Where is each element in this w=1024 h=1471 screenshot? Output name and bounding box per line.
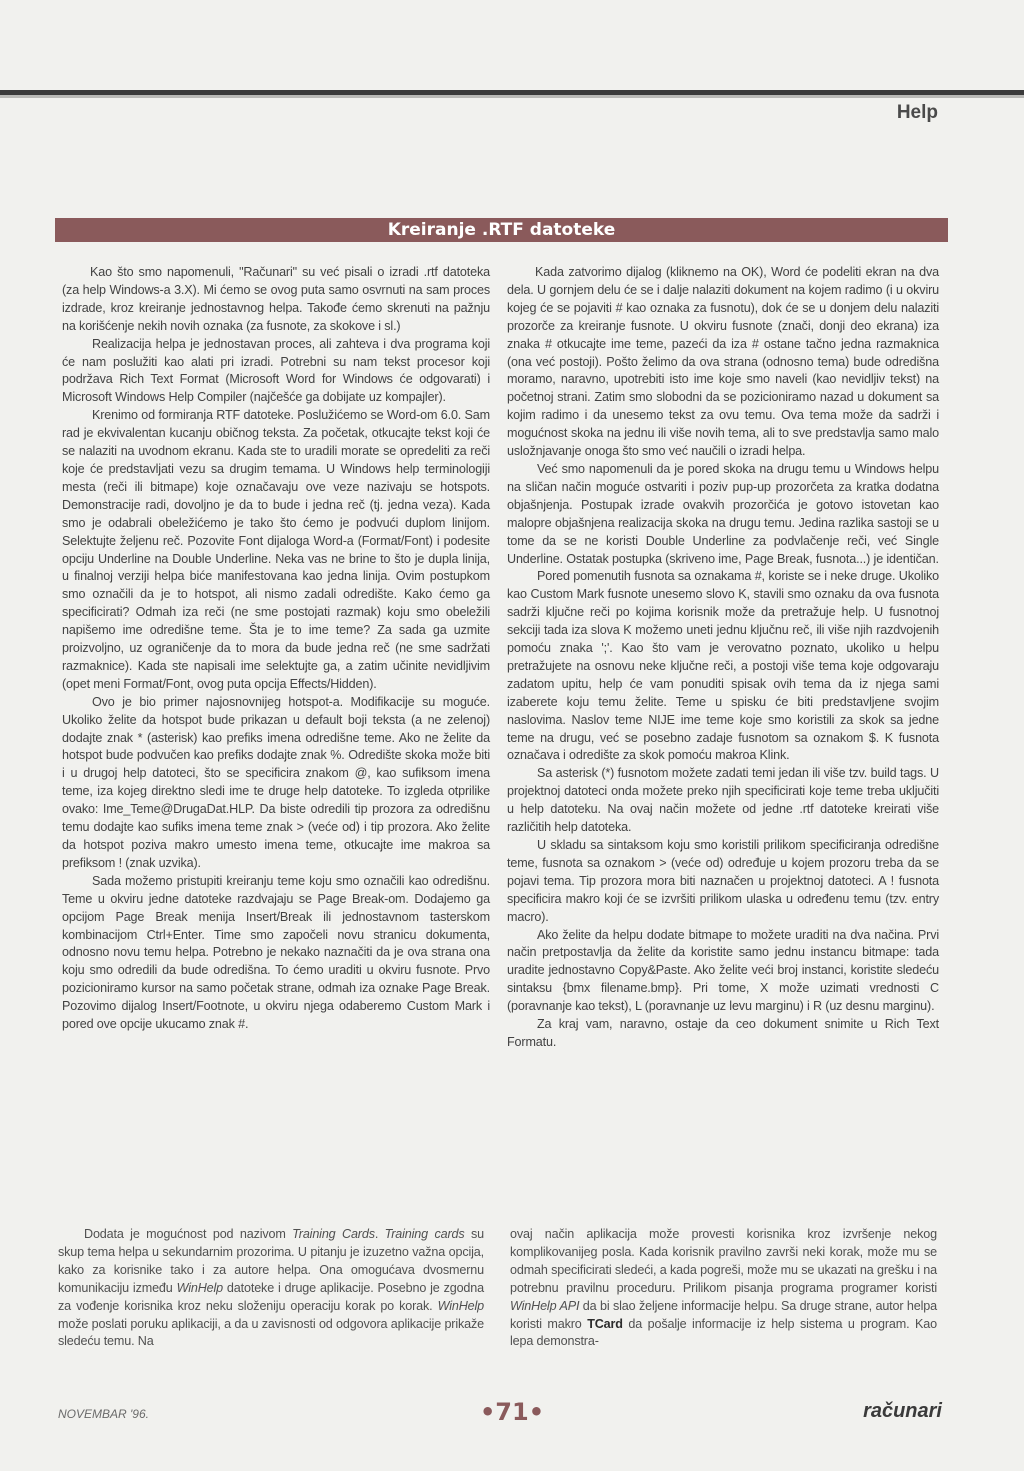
paragraph: Za kraj vam, naravno, ostaje da ceo dokument snimite u Rich Text Formatu. — [507, 1017, 939, 1049]
continuation-column-left — [58, 1226, 484, 1351]
magazine-logo: računari — [863, 1400, 942, 1422]
text-run: može poslati poruku aplikaciji, a da u zavisnosti od odgovora aplikacije prikaže sledeću temu. Na — [58, 1316, 484, 1349]
text-run: da pošalje informacije iz help sistema u program. Kao lepa demonstra- — [510, 1316, 937, 1349]
continuation-column-right — [510, 1226, 937, 1351]
article-column-right — [507, 264, 939, 1052]
paragraph: Realizacija helpa je jednostavan proces, ali zahteva i dva programa koji će nam poslužiti kao alati pri izradi. Potrebni su nam tekst procesor koji podržava Rich Text Format (Microsoft Word for Windows će odgovarati) i Microsoft Windows Help Compiler (najčešće ga dobijate uz kompajler). — [62, 336, 490, 405]
emphasis: WinHelp — [176, 1280, 223, 1295]
paragraph: Sada možemo pristupiti kreiranju teme koju smo označili kao odredišnu. Teme u okviru jedne datoteke razdvajaju se Page Break-om. Dodajemo ga opcijom Page Break menija Insert/Break ili jednostavnom tasterskom kombinacijom Ctrl+Enter. Time smo započeli novu stranicu dokumenta, odnosno novu temu helpa. Potrebno je nekako naznačiti da je ova strana ona koju smo odredili da bude odredišna. To ćemo uraditi u okviru fusnote. Prvo pozicioniramo kursor na samo početak strane, odmah iza oznake Page Break. Pozovimo dijalog Insert/Footnote, u okviru njega odaberemo Custom Mark i pored ove opcije ukucamo znak #. — [62, 873, 490, 1032]
issue-date: NOVEMBAR '96. — [58, 1407, 149, 1421]
paragraph: Kao što smo napomenuli, "Računari" su već pisali o izradi .rtf datoteka (za help Windows-a 3.X). Mi ćemo se ovog puta samo osvrnuti na sam proces izdrade, kroz kreiranje jednostavnog helpa. Takođe ćemo skrenuti na pažnju na korišćenje nekih novih oznaka (za fusnote, za skokove i sl.) — [62, 265, 490, 333]
section-label: Help — [896, 102, 938, 123]
paragraph: Kada zatvorimo dijalog (kliknemo na OK), Word će podeliti ekran na dva dela. U gornjem delu će se i dalje nalaziti dokument na kojem radimo (i u okviru kojeg će se pojaviti # kao oznaka za fusnotu), dok će se u donjem delu nalaziti prozorče za kreiranje fusnote. U okviru fusnote (znači, donji deo ekrana) iza znaka # otkucajte ime teme, pazeći da iza # ostane tačno jedna razmaknica (ona već postoji). Pošto želimo da ova strana (odnosno tema) bude odredišna moramo, naravno, upotrebiti isto ime koje smo naveli (kao nevidljiv tekst) na početnoj strani. Zatim smo slobodni da se pozicioniramo nazad u dokument sa kojim radimo i da unesemo tekst za ovu temu. Ova tema može da sadrži i mogućnost skoka na jednu ili više novih tema, ali to sve predstavlja samo malo usložnjavanje onoga što smo već naučili o izradi helpa. — [507, 265, 939, 459]
article-column-left — [62, 264, 490, 1034]
article-title-bar — [55, 218, 948, 242]
text-run: . — [374, 1227, 385, 1241]
text-run: ovaj način aplikacija može provesti korisnika kroz izvršenje nekog komplikovanijeg posla. Kada korisnik pravilno završi neki korak, može mu se odmah specificirati sledeći, a kada pogreši, može mu se ukazati na grešku i na potrebnu pravilnu proceduru. Prilikom pisanja programa programer koristi — [510, 1227, 937, 1295]
paragraph: Ovo je bio primer najosnovnijeg hotspot-a. Modifikacije su moguće. Ukoliko želite da hotspot bude prikazan u default boji teksta (a ne zelenoj) dodajte znak * (asterisk) kao prefiks imena odredišne teme. Ako ne želite da hotspot bude podvučen kao prefiks dodajte znak %. Odredište skoka može biti i u drugoj help datoteci, što se specificira znakom @, kao sufiksom imena teme, iza kojeg direktno sledi ime te druge help datoteke. To izgleda otprilike ovako: Ime_Teme@DrugaDat.HLP. Da biste odredili tip prozora za odredišnu temu dodajte kao sufiks imena teme znak > (veće od) i tip prozora. Ako želite da hotspot poziva makro umesto imena teme, otkucajte ime makroa sa prefiksom ! (znak uzvika). — [62, 694, 490, 870]
emphasis: Training cards — [384, 1227, 465, 1241]
emphasis: Training Cards — [292, 1227, 375, 1241]
text-run: Dodata je mogućnost pod nazivom — [84, 1227, 293, 1241]
page-number: •71• — [479, 1398, 545, 1426]
text-run: su skup tema helpa u sekundarnim prozorima. U pitanju je izuzetno važna opcija, kako za korisnike tako i za autore helpa. Ona omogućava dvosmernu komunikaciju između — [58, 1227, 484, 1295]
paragraph: Već smo napomenuli da je pored skoka na drugu temu u Windows helpu na sličan način moguće ostvariti i poziv pup-up prozorčeta za kratka dodatna objašnjenja. Postupak izrade ovakvih prozorčića je gotovo istovetan kao malopre objašnjena realizacija skoka na drugu temu. Jedina razlika sastoji se u tome da se ne koristi Double Underline za podvlačenje reči, već Single Underline. Ostatak postupka (skriveno ime, Page Break, fusnota...) je identičan. — [507, 461, 939, 566]
article-title: Kreiranje .RTF datoteke — [387, 220, 616, 240]
paragraph: Krenimo od formiranja RTF datoteke. Poslužićemo se Word-om 6.0. Sam rad je ekvivalentan kucanju običnog teksta. Za početak, otkucajte tekst koji će se nalaziti na uvodnom ekranu. Kada ste to uradili morate se opredeliti za reči koje će predstavljati vezu sa drugim temama. U Windows help terminologiji mesta (reči ili bitmape) koje označavaju ove veze nazivaju se hotspots. Demonstracije radi, dovoljno je da to bude i jedna reč (tj. jedna veza). Kada smo je odabrali obeležićemo je tako što ćemo je podvući duplom linijom. Selektujte željenu reč. Pozovite Font dijaloga Word-a (Format/Font) i podesite opciju Underline na Double Underline. Neka vas ne brine to što je dupla linija, u finalnoj verziji helpa biće manifestovana kao jedna linija. Ovim postupkom smo označili da je to hotspot, ali nismo zadali odredište. Kako ćemo ga specificirati? Odmah iza reči (ne sme postojati razmak) koju smo obeležili napišemo ime odredišne teme. Šta je to ime teme? Za sada ga uzmite proizvoljno, uz ograničenje da to mora da bude jedna reč (ne sme sadržati razmaknice). Kada ste napisali ime selektujte ga, a zatim učinite nevidljivim (opet meni Format/Font, ovog puta opcija Effects/Hidden). — [62, 408, 490, 691]
emphasis: WinHelp API — [510, 1298, 580, 1313]
paragraph: Sa asterisk (*) fusnotom možete zadati temi jedan ili više tzv. build tags. U projektnoj datoteci onda možete preko njih specificirati koje teme treba uključiti u help datoteku. Na ovaj način možete od jedne .rtf datoteke kreirati više različitih help datoteka. — [507, 766, 939, 835]
paragraph: U skladu sa sintaksom koju smo koristili prilikom specificiranja odredišne teme, fusnota sa oznakom > (veće od) određuje u kojem prozoru treba da se pojavi tema. Tip prozora mora biti naznačen u projektnoj datoteci. A ! fusnota specificira makro koji će se izvršiti prilikom ulaska u određenu temu (tzv. entry macro). — [507, 838, 939, 924]
text-run: datoteke i druge aplikacije. Posebno je zgodna za vođenje korisnika kroz neku složeniju operaciju korak po korak. — [58, 1280, 484, 1313]
paragraph: Pored pomenutih fusnota sa oznakama #, koriste se i neke druge. Ukoliko kao Custom Mark fusnote unesemo slovo K, stavili smo oznaku da ova fusnota sadrži ključne reči po kojima korisnik može da pretražuje help. U fusnotnoj sekciji tada iza slova K možemo uneti jednu ključnu reč, ili više njih razdvojenih pomoću znaka ';'. Kao što vam je verovatno poznato, ukoliko u helpu pretražujete na osnovu neke ključne reči, a postoji više tema koje odgovaraju zadatom upitu, help će vam ponuditi spisak ovih tema da iz njega sami izaberete koju temu želite. Teme u spisku će biti predstavljene svojim naslovima. Naslov teme NIJE ime teme koje smo koristili za skok sa jedne teme na drugu, već se posebno zadaje fusnotom sa oznakom $. K fusnota označava i odredište za skok pomoću makroa Klink. — [507, 569, 939, 763]
text-run: da bi slao željene informacije helpu. Sa druge strane, autor helpa koristi makro — [510, 1298, 937, 1331]
paragraph: Ako želite da helpu dodate bitmape to možete uraditi na dva načina. Prvi način pretpostavlja da želite da koristite samo jednu instancu bitmape: tada uradite jednostavno Copy&Paste. Ako želite veći broj instanci, koristite sledeću sintaksu {bmx filename.bmp}. Pri tome, X može uzimati vrednosti C (poravnanje kao tekst), L (poravnanje uz levu marginu) i R (uz desnu marginu). — [507, 927, 939, 1014]
emphasis: WinHelp — [437, 1298, 484, 1313]
strong: TCard — [587, 1316, 623, 1331]
top-rule-shadow — [0, 95, 1024, 98]
